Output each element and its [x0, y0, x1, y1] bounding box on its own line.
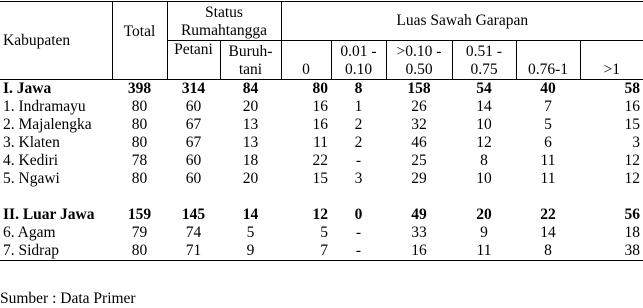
row-name: 4. Kediri — [3, 152, 59, 169]
row-name: II. Luar Jawa — [3, 206, 95, 223]
row-value: 80 — [131, 116, 148, 133]
header-total: Total — [112, 2, 167, 41]
header-status-line1: Status — [205, 4, 243, 21]
spacer-cell — [516, 188, 580, 206]
row-name: 1. Indramayu — [3, 98, 86, 115]
row-value: 18 — [242, 152, 259, 169]
header-luas-col-line1: 0.51 - — [465, 43, 503, 60]
row-value: 11 — [313, 134, 328, 151]
row-name: 3. Klaten — [3, 134, 60, 151]
header-luas-col-line1: 0.01 - — [340, 43, 377, 60]
header-luas-col-line2: 0.76-1 — [527, 61, 569, 78]
row-value: 26 — [411, 98, 427, 115]
row-value: 8 — [354, 80, 363, 97]
row-value: 29 — [411, 170, 427, 187]
row-value: 79 — [131, 224, 148, 241]
row-value: 74 — [185, 224, 202, 241]
header-luas-col — [580, 41, 643, 80]
row-name: 5. Ngawi — [3, 170, 60, 187]
row-value: 18 — [624, 224, 641, 241]
row-value: 40 — [540, 80, 556, 97]
row-value: 20 — [476, 206, 492, 223]
header-luas: Luas Sawah Garapan — [281, 2, 643, 41]
table-row — [0, 152, 643, 170]
row-value: 80 — [112, 242, 167, 261]
header-luas-col-line2: 0.75 — [470, 61, 498, 78]
row-value: 12 — [624, 170, 641, 187]
row-name: I. Jawa — [3, 80, 52, 97]
row-value: 16 — [312, 116, 328, 133]
row-value: 16 — [312, 98, 328, 115]
row-value: 15 — [624, 116, 641, 133]
row-value: - — [355, 224, 362, 241]
row-value: 9 — [480, 224, 488, 241]
header-luas-col — [516, 41, 580, 80]
table-row — [0, 242, 643, 261]
table-row — [0, 98, 643, 116]
row-value: 0 — [354, 206, 363, 223]
table-row — [0, 116, 643, 134]
row-value: 49 — [411, 206, 427, 223]
row-value: 84 — [242, 80, 259, 97]
row-value: 11 — [452, 242, 516, 261]
row-value: 158 — [407, 80, 431, 97]
header-total-blank — [112, 41, 167, 80]
row-value: 67 — [185, 116, 202, 133]
header-petani: Petani — [167, 41, 220, 80]
header-status — [167, 2, 281, 41]
table-row — [0, 224, 643, 242]
row-value: 145 — [181, 206, 206, 223]
spacer-cell — [386, 188, 452, 206]
header-luas-col — [331, 41, 386, 80]
spacer-row — [0, 188, 643, 206]
header-luas-col-line2: 0.50 — [405, 61, 433, 78]
row-name: 7. Sidrap — [0, 242, 112, 261]
header-buruhtani-line1: Buruh- — [228, 43, 273, 60]
row-value: 12 — [476, 134, 492, 151]
row-value: 78 — [131, 152, 148, 169]
row-value: 80 — [131, 134, 148, 151]
table-row — [0, 80, 643, 99]
row-value: 33 — [411, 224, 427, 241]
row-value: 8 — [516, 242, 580, 261]
row-value: 3 — [354, 170, 363, 187]
row-value: 314 — [181, 80, 206, 97]
row-value: 67 — [185, 134, 202, 151]
row-value: 20 — [242, 98, 259, 115]
row-value: 7 — [281, 242, 331, 261]
header-luas-col — [452, 41, 516, 80]
row-value: 80 — [312, 80, 328, 97]
header-luas-col — [386, 41, 452, 80]
row-value: 60 — [185, 170, 202, 187]
row-value: 46 — [411, 134, 427, 151]
row-value: 14 — [540, 224, 556, 241]
spacer-cell — [220, 188, 281, 206]
row-value: 10 — [476, 116, 492, 133]
row-value: 7 — [544, 98, 552, 115]
row-value: - — [331, 242, 386, 261]
row-name: 2. Majalengka — [3, 116, 92, 133]
table-row — [0, 134, 643, 152]
row-value: 5 — [544, 116, 552, 133]
spacer-cell — [112, 188, 167, 206]
spacer-cell — [452, 188, 516, 206]
spacer-cell — [167, 188, 220, 206]
row-value: 16 — [624, 98, 641, 115]
row-value: 22 — [312, 152, 328, 169]
spacer-cell — [331, 188, 386, 206]
row-value: 2 — [354, 116, 363, 133]
spacer-cell — [281, 188, 331, 206]
row-value: 5 — [246, 224, 255, 241]
row-value: 13 — [242, 134, 259, 151]
row-value: 16 — [386, 242, 452, 261]
row-value: 3 — [632, 134, 641, 151]
header-buruhtani — [220, 41, 281, 80]
header-status-line2: Rumahtangga — [180, 22, 268, 39]
row-value: 12 — [624, 152, 641, 169]
row-value: 80 — [131, 170, 148, 187]
row-value: 80 — [131, 98, 148, 115]
header-luas-col-line1 — [520, 43, 577, 61]
row-value: 11 — [540, 152, 556, 169]
spacer-cell — [0, 188, 112, 206]
header-row-1 — [0, 2, 643, 41]
source-note: Sumber : Data Primer — [0, 290, 136, 307]
header-luas-col-line1: >0.10 - — [396, 43, 442, 60]
row-name: 6. Agam — [3, 224, 56, 241]
spacer-cell — [580, 188, 643, 206]
row-value: 12 — [312, 206, 328, 223]
row-value: 71 — [167, 242, 220, 261]
header-luas-col-line2: 0 — [302, 61, 310, 78]
row-value: - — [355, 152, 362, 169]
row-value: 13 — [242, 116, 259, 133]
row-value: 11 — [540, 170, 556, 187]
data-table — [0, 1, 643, 261]
row-value: 1 — [354, 98, 363, 115]
row-value: 38 — [580, 242, 643, 261]
table-row — [0, 170, 643, 188]
row-value: 60 — [185, 98, 202, 115]
header-buruhtani-line2: tani — [238, 61, 263, 78]
row-value: 56 — [624, 206, 641, 223]
row-value: 398 — [127, 80, 152, 97]
header-luas-col-line2: >1 — [603, 61, 620, 78]
row-value: 8 — [480, 152, 488, 169]
row-value: 20 — [242, 170, 259, 187]
row-value: 58 — [624, 80, 641, 97]
header-luas-col — [281, 41, 331, 80]
header-luas-col-line1 — [584, 43, 641, 61]
row-value: 22 — [540, 206, 556, 223]
header-luas-col-line1 — [285, 43, 328, 61]
table-row — [0, 206, 643, 224]
row-value: 6 — [544, 134, 552, 151]
row-value: 60 — [185, 152, 202, 169]
row-value: 14 — [476, 98, 492, 115]
row-value: 15 — [312, 170, 328, 187]
row-value: 159 — [127, 206, 152, 223]
row-value: 9 — [220, 242, 281, 261]
row-value: 5 — [320, 224, 328, 241]
row-value: 14 — [242, 206, 259, 223]
header-luas-col-line2: 0.10 — [344, 61, 373, 78]
row-value: 10 — [476, 170, 492, 187]
row-value: 2 — [354, 134, 363, 151]
header-kabupaten: Kabupaten — [0, 2, 112, 80]
row-value: 54 — [476, 80, 492, 97]
row-value: 25 — [411, 152, 427, 169]
row-value: 32 — [411, 116, 427, 133]
